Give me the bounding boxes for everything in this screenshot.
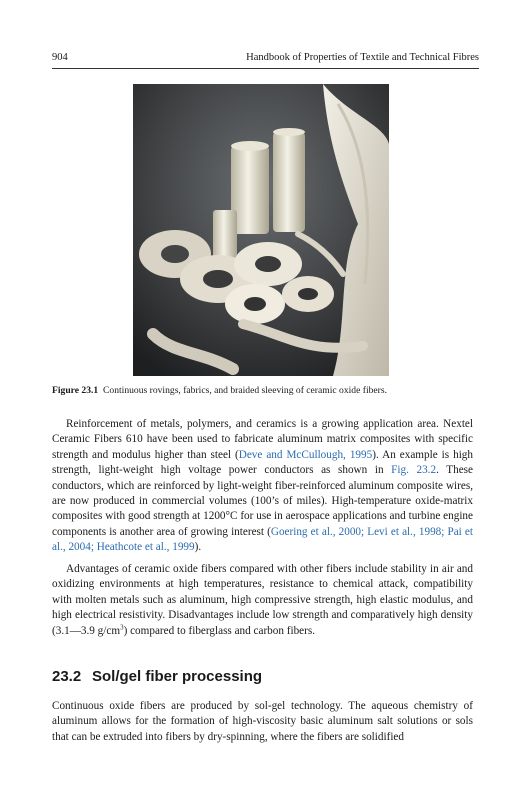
page-number: 904 [52, 52, 68, 63]
para1-text-3: . These conductors, which are reinforced by light-weight fiber-reinforced aluminum composite wires, are now produced in commercial volumes (100’s of miles). High-temperature oxide-matrix composites with good strength at 1200°C for use in aerospace applications and turbine engine components is another area of growing interest ( [52, 464, 473, 538]
para2-text-2: ) compared to fiberglass and carbon fibers. [123, 624, 316, 637]
superscript: 3 [120, 622, 124, 631]
paragraph-1 [52, 417, 473, 556]
para1-text-2: ). An example is high strength, light-weight high voltage power conductors as shown in [52, 448, 473, 477]
section-heading [52, 668, 262, 685]
figure-link[interactable]: Fig. 23.2 [391, 464, 437, 477]
figure-caption [52, 385, 387, 396]
section-title: Sol/gel fiber processing [92, 668, 263, 685]
figure-photo [133, 84, 389, 376]
para3-text: Continuous oxide fibers are produced by sol-gel technology. The aqueous chemistry of aluminum allows for the formation of high-viscosity basic aluminum salt solutions or sols that can be extruded into fibers by dry-spinning, where the fibers are solidified [52, 700, 473, 743]
section-number: 23.2 [52, 668, 82, 685]
para2-text-1: Advantages of ceramic oxide fibers compared with other fibers include stability in air and oxidizing environments at high temperatures, resistance to chemical attack, compatibility with molten metals such as aluminum, high compressive strength, high elastic modulus, and high electrical resistivity. Disadvantages include low strength and comparatively high density (3.1—3.9 g/cm [52, 563, 473, 637]
citation-link[interactable]: Goering et al., 2000; Levi et al., 1998; Pai et al., 2004; Heathcote et al., 1999 [52, 525, 473, 554]
paragraph-3 [52, 699, 473, 745]
figure-caption-text: Continuous rovings, fabrics, and braided sleeving of ceramic oxide fibers. [103, 385, 388, 396]
figure-label: Figure 23.1 [52, 385, 99, 396]
fiber-products-image [133, 84, 389, 376]
header-rule [52, 68, 479, 69]
running-title: Handbook of Properties of Textile and Technical Fibres [246, 52, 479, 63]
para1-text-1: Reinforcement of metals, polymers, and ceramics is a growing application area. Nextel Ceramic Fibers 610 have been used to fabricate aluminum matrix composites with specific strength and modulus higher than steel ( [52, 418, 473, 461]
para1-text-4: ). [194, 541, 202, 554]
citation-link[interactable]: Deve and McCullough, 1995 [238, 448, 373, 461]
paragraph-2 [52, 562, 473, 639]
